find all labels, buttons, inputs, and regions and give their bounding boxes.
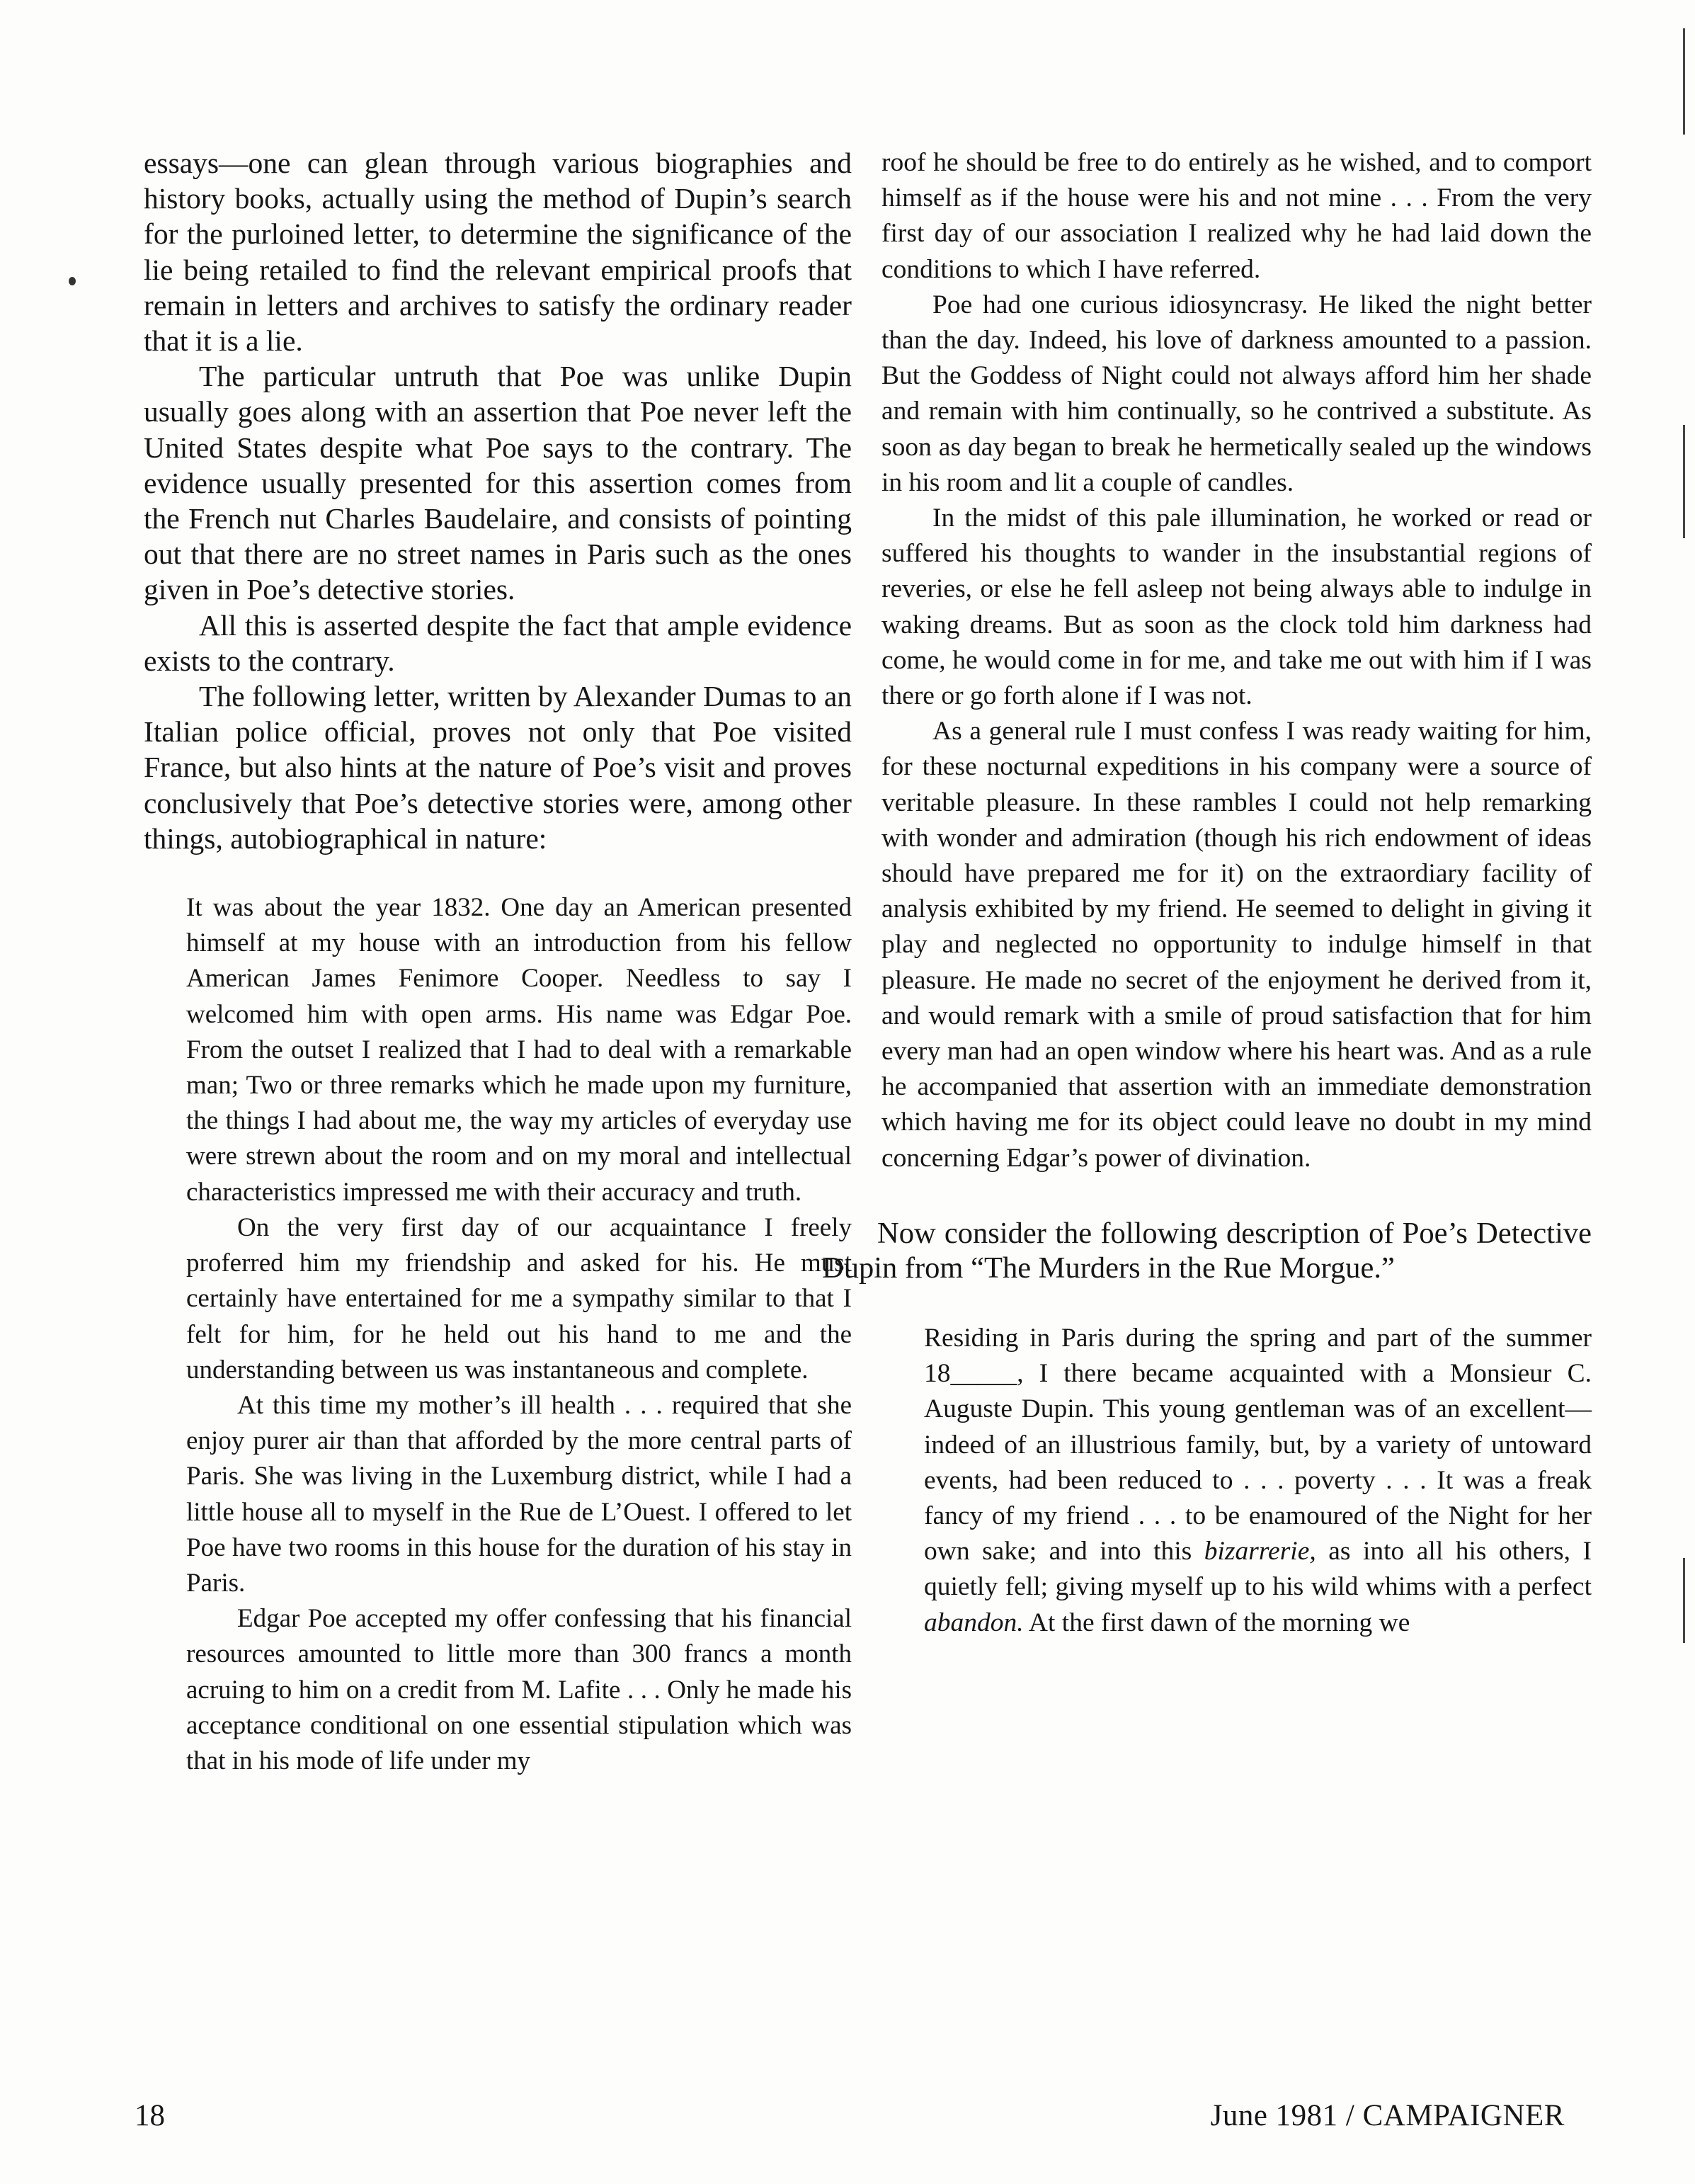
page-number: 18	[135, 2099, 165, 2132]
rue-morgue-quote	[924, 1321, 1592, 1641]
body-paragraph: essays—one can glean through various biographies and history books, actually using the method of Dupin’s search for the purloined letter, to determine the significance of the lie being retailed to find the relevant empirical proofs that remain in letters and archives to satisfy the ordinary reader that it is a lie.	[144, 147, 852, 358]
quote-paragraph: As a general rule I must confess I was ready waiting for him, for these nocturnal expeditions in his company were a source of veritable pleasure. In these rambles I could not help remarking with wonder and admiration (though his rich endowment of ideas should have prepared me for it) on the extraordiary facility of analysis exhibited by my friend. He seemed to delight in giving it play and neglected no opportunity to indulge himself in that pleasure. He made no secret of the enjoyment he derived from it, and would remark with a smile of proud satisfaction that for him every man had an open window where his heart was. And as a rule he accompanied that assertion with an immediate demonstration which having me for its object could leave no doubt in my mind concerning Edgar’s power of divination.	[881, 717, 1592, 1173]
dumas-letter-quote-continued	[881, 145, 1592, 1176]
section-lead	[822, 1216, 1592, 1285]
quote-paragraph: Edgar Poe accepted my offer confessing that his financial resources amounted to little more than 300 francs a month acruing to him on a credit from M. Lafite . . . Only he made his acceptance conditional on one essential stipulation which was that in his mode of life under my	[186, 1604, 852, 1775]
italic-term: abandon.	[924, 1608, 1024, 1637]
quote-paragraph: On the very first day of our acquaintance I freely proferred him my friendship and asked for his. He must certainly have entertained for me a sympathy similar to that I felt for him, for he held out his hand to me and the understanding between us was instantaneous and complete.	[186, 1212, 852, 1384]
quote-paragraph: It was about the year 1832. One day an American presented himself at my house with an introduction from his fellow American James Fenimore Cooper. Needless to say I welcomed him with open arms. His name was Edgar Poe. From the outset I realized that I had to deal with a remarkable man; Two or three remarks which he made upon my furniture, the things I had about me, the way my articles of everyday use were strewn about the room and on my moral and intellectual characteristics impressed me with their accuracy and truth.	[186, 893, 852, 1207]
scan-edge-mark	[1683, 425, 1685, 538]
right-column	[822, 145, 1592, 1641]
quote-text: Residing in Paris during the spring and part of the summer 18	[924, 1323, 1592, 1389]
quote-paragraph: Poe had one curious idiosyncrasy. He liked the night better than the day. Indeed, his love of darkness amounted to a passion. But the Goddess of Night could not always afford him her shade and remain with him continually, so he contrived a substitute. As soon as day began to break he hermetically sealed up the windows in his room and lit a couple of candles.	[881, 290, 1592, 497]
issue-footer: June 1981 / CAMPAIGNER	[1210, 2099, 1565, 2132]
quote-text: , I there became acquainted with a Monsieur C. Auguste Dupin. This young gentleman was of an excellent—indeed of an illustrious family, but, by a variety of untoward events, had been reduced to . . . poverty . . . It was a freak fancy of my friend . . . to be enamoured of the Night for her own sake; and into this	[924, 1359, 1592, 1566]
scan-edge-mark	[1683, 1558, 1685, 1643]
blank-year: _____	[950, 1359, 1017, 1389]
quote-paragraph	[924, 1321, 1592, 1641]
quote-paragraph: At this time my mother’s ill health . . . required that she enjoy purer air than that afforded by the more central parts of Paris. She was living in the Luxemburg district, while I had a little house all to myself in the Rue de L’Ouest. I offered to let Poe have two rooms in this house for the duration of his stay in Paris.	[186, 1390, 852, 1598]
dumas-letter-quote	[186, 890, 852, 1779]
quote-paragraph: In the midst of this pale illumination, he worked or read or suffered his thoughts to wander in the insubstantial regions of reveries, or else he fell asleep not being always able to indulge in waking dreams. But as soon as the clock told him darkness had come, he would come in for me, and take me out with him if I was there or go forth alone if I was not.	[881, 504, 1592, 711]
quote-text: At the first dawn of the morning we	[1023, 1608, 1410, 1637]
scan-speck	[69, 277, 76, 285]
lead-paragraph: Now consider the following description of Poe’s Detective Dupin from “The Murders in the Rue Morgue.”	[822, 1216, 1592, 1285]
body-paragraph: The particular untruth that Poe was unlike Dupin usually goes along with an assertion that Poe never left the United States despite what Poe says to the contrary. The evidence usually presented for this assertion comes from the French nut Charles Baudelaire, and consists of pointing out that there are no street names in Paris such as the ones given in Poe’s detective stories.	[144, 360, 852, 606]
quote-paragraph: roof he should be free to do entirely as he wished, and to comport himself as if the house were his and not mine . . . From the very first day of our association I realized why he had laid down the conditions to which I have referred.	[881, 148, 1592, 284]
scan-edge-mark	[1683, 28, 1685, 135]
left-column	[144, 145, 852, 1779]
body-paragraph: The following letter, written by Alexander Dumas to an Italian police official, proves not only that Poe visited France, but also hints at the nature of Poe’s visit and proves conclusively that Poe’s detective stories were, among other things, autobiographical in nature:	[144, 680, 852, 855]
body-paragraph: All this is asserted despite the fact that ample evidence exists to the contrary.	[144, 608, 852, 677]
quote-text: as into all his others, I quietly fell; giving myself up to his wild whims with a perfect	[924, 1537, 1592, 1602]
italic-term: bizarrerie,	[1204, 1537, 1316, 1566]
